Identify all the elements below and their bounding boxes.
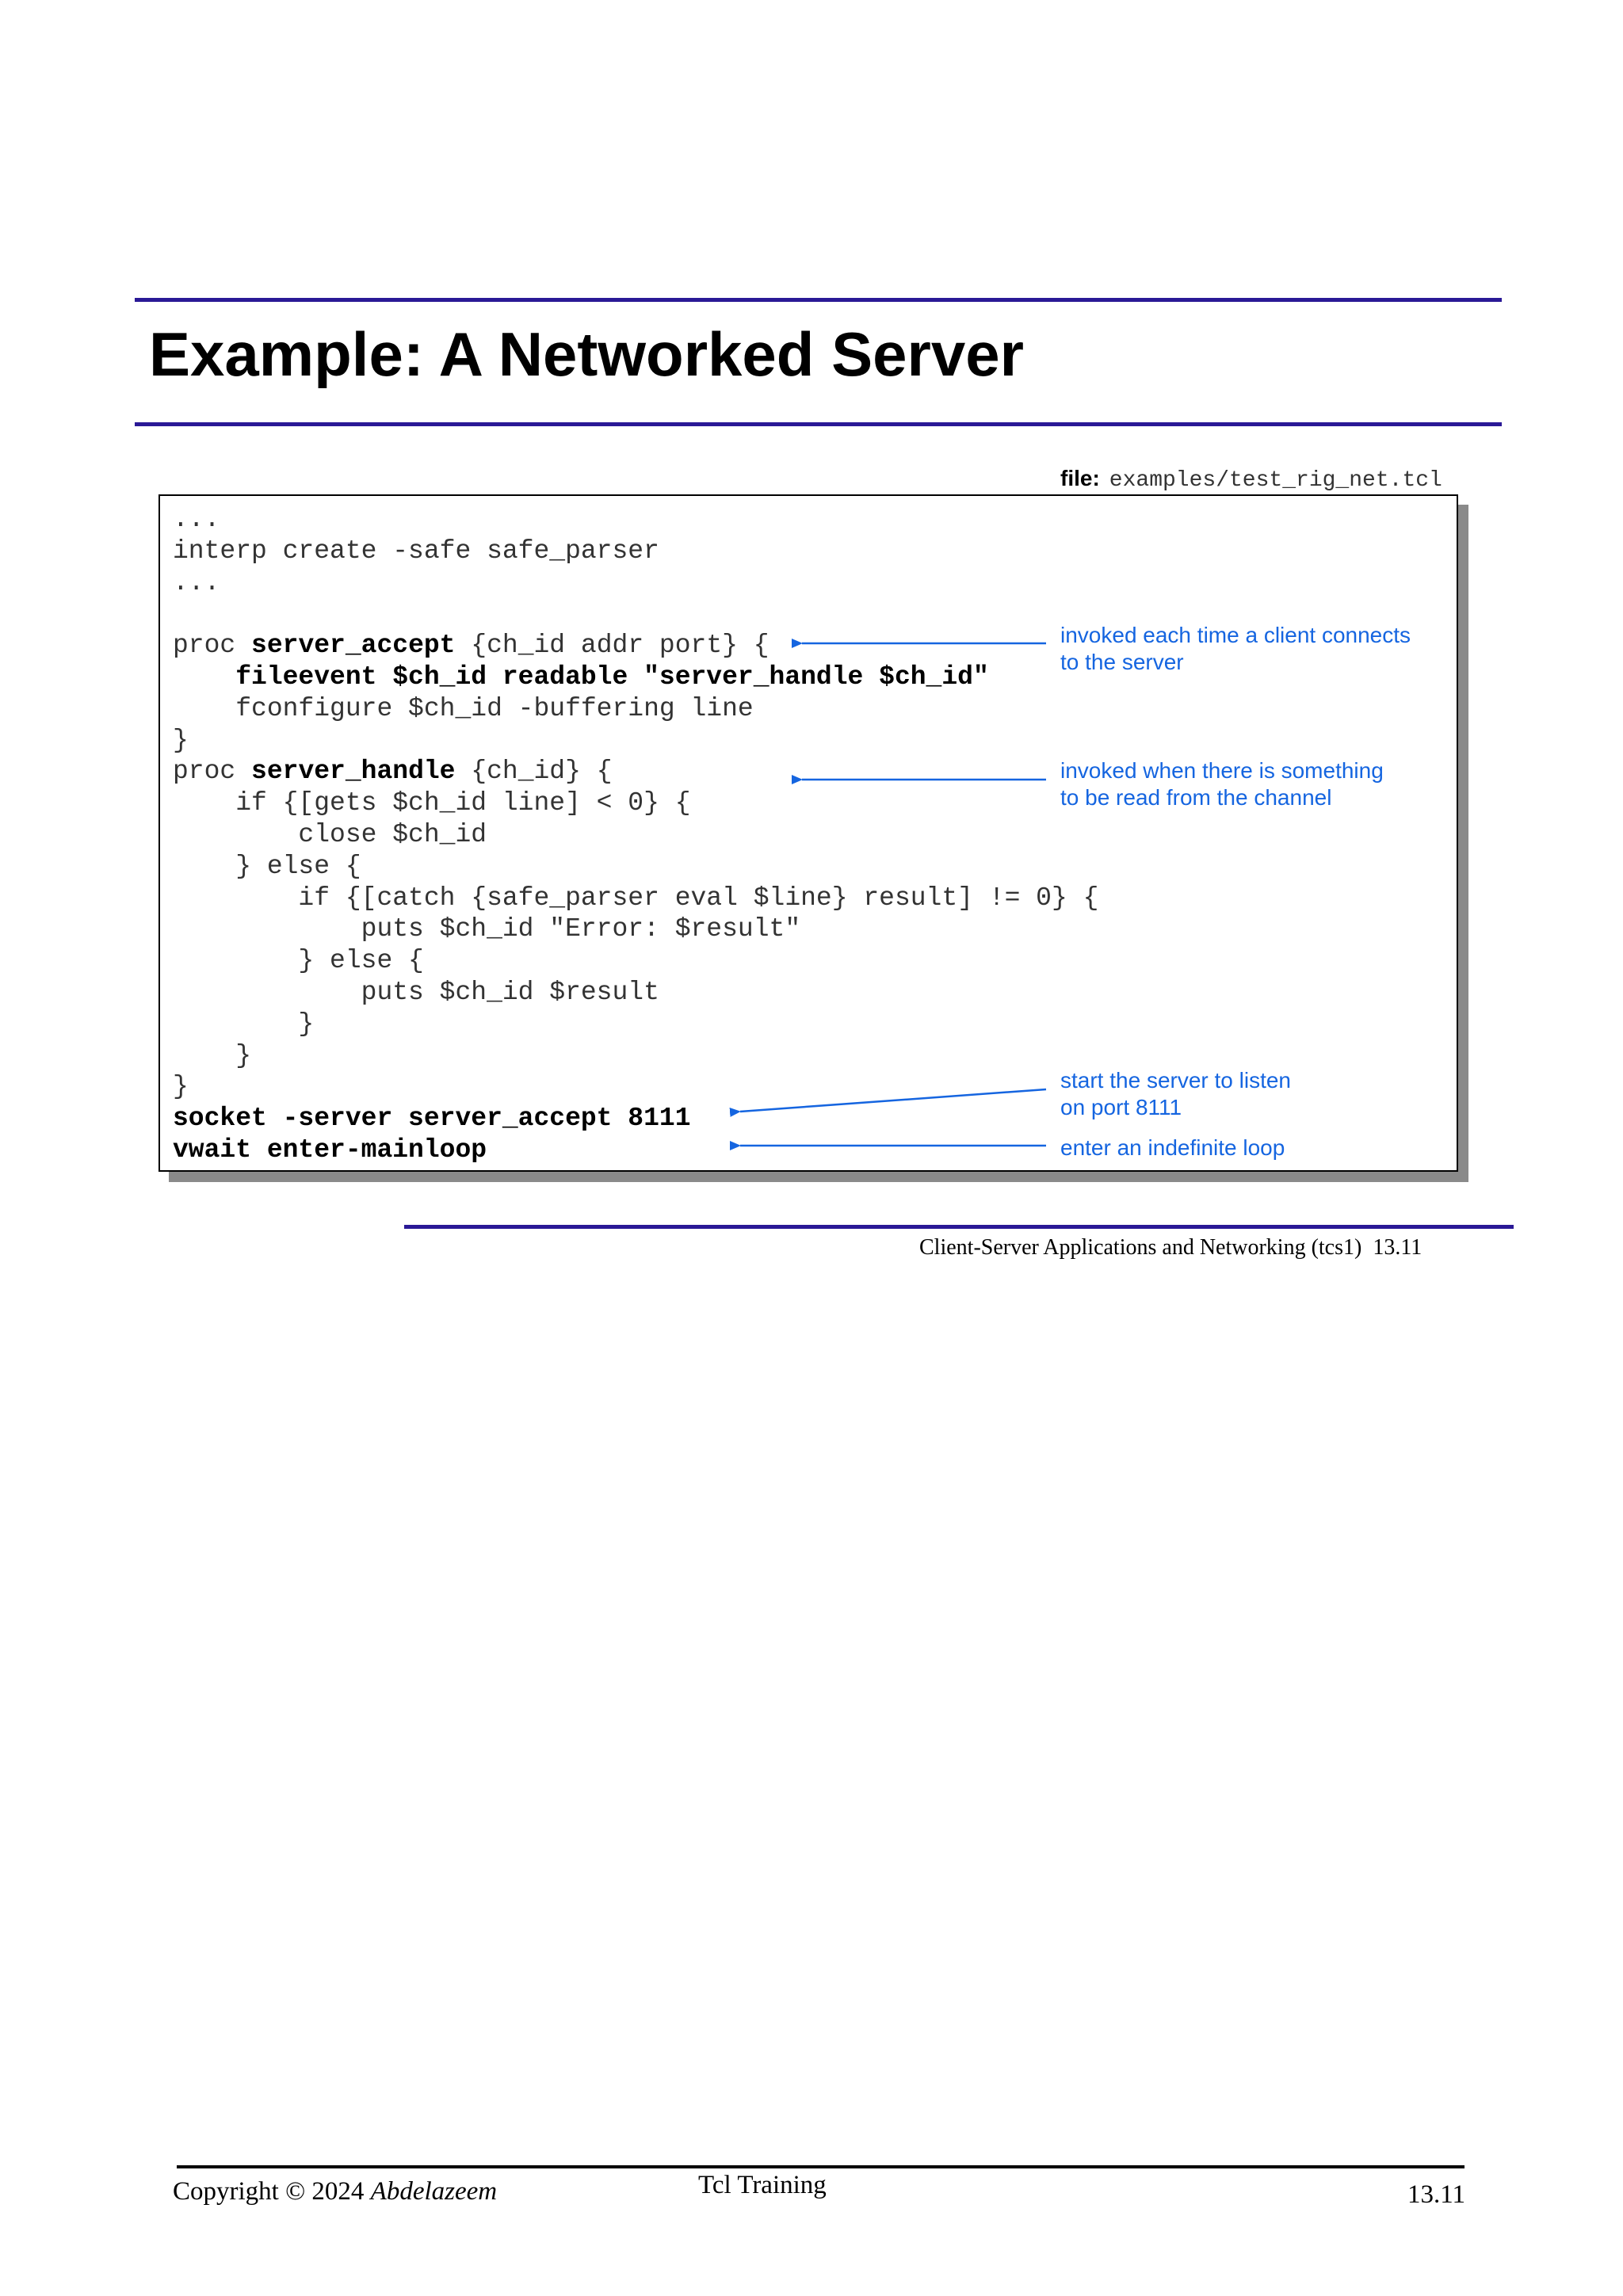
code-line: } else { <box>173 851 361 881</box>
author: Abdelazeem <box>370 2177 498 2206</box>
code-line: puts $ch_id "Error: $result" <box>173 914 801 944</box>
code-line: } <box>173 1040 252 1070</box>
copyright-text: Copyright © 2024 <box>173 2177 371 2206</box>
code-line: socket -server server_accept 8111 <box>173 1104 691 1134</box>
code-line: } <box>173 1072 189 1102</box>
code-line: vwait enter-mainloop <box>173 1135 487 1165</box>
code-line: if {[gets $ch_id line] < 0} { <box>173 788 691 818</box>
code-line: close $ch_id <box>173 819 487 849</box>
annotation-vwait: enter an indefinite loop <box>1060 1135 1285 1160</box>
page-footer-rule <box>177 2165 1465 2168</box>
annotation-socket-server: start the server to listen on port 8111 <box>1060 1068 1292 1119</box>
code-line: fconfigure $ch_id -buffering line <box>173 693 754 723</box>
annotation-server-handle: invoked when there is something to be read from the channel <box>1060 758 1384 810</box>
code-line: puts $ch_id $result <box>173 977 659 1007</box>
code-line: if {[catch {safe_parser eval $line} result] != 0} { <box>173 883 1099 913</box>
file-label: file: <box>1060 466 1100 490</box>
course-title: Tcl Training <box>698 2171 827 2199</box>
slide-footer-rule <box>404 1225 1514 1229</box>
code-line: } <box>173 725 189 755</box>
code-line: } else { <box>173 946 424 976</box>
page-number: 13.11 <box>1407 2180 1466 2209</box>
code-line: interp create -safe safe_parser <box>173 536 659 566</box>
code-line: fileevent $ch_id readable "server_handle $ch_id" <box>173 662 989 692</box>
page-title: Example: A Networked Server <box>149 319 1024 389</box>
file-path: examples/test_rig_net.tcl <box>1109 468 1442 493</box>
arrow-socket-server <box>740 1089 1046 1112</box>
code-line: } <box>173 1009 315 1039</box>
copyright <box>173 2177 497 2206</box>
code-line: proc server_accept {ch_id addr port} { <box>173 631 769 661</box>
code-line: ... <box>173 505 220 534</box>
code-line: ... <box>173 567 220 597</box>
annotation-server-accept: invoked each time a client connects to the server <box>1060 623 1411 674</box>
code-line: proc server_handle {ch_id} { <box>173 757 613 787</box>
slide-footer-caption: Client-Server Applications and Networking (tcs1) 13.11 <box>919 1235 1423 1260</box>
